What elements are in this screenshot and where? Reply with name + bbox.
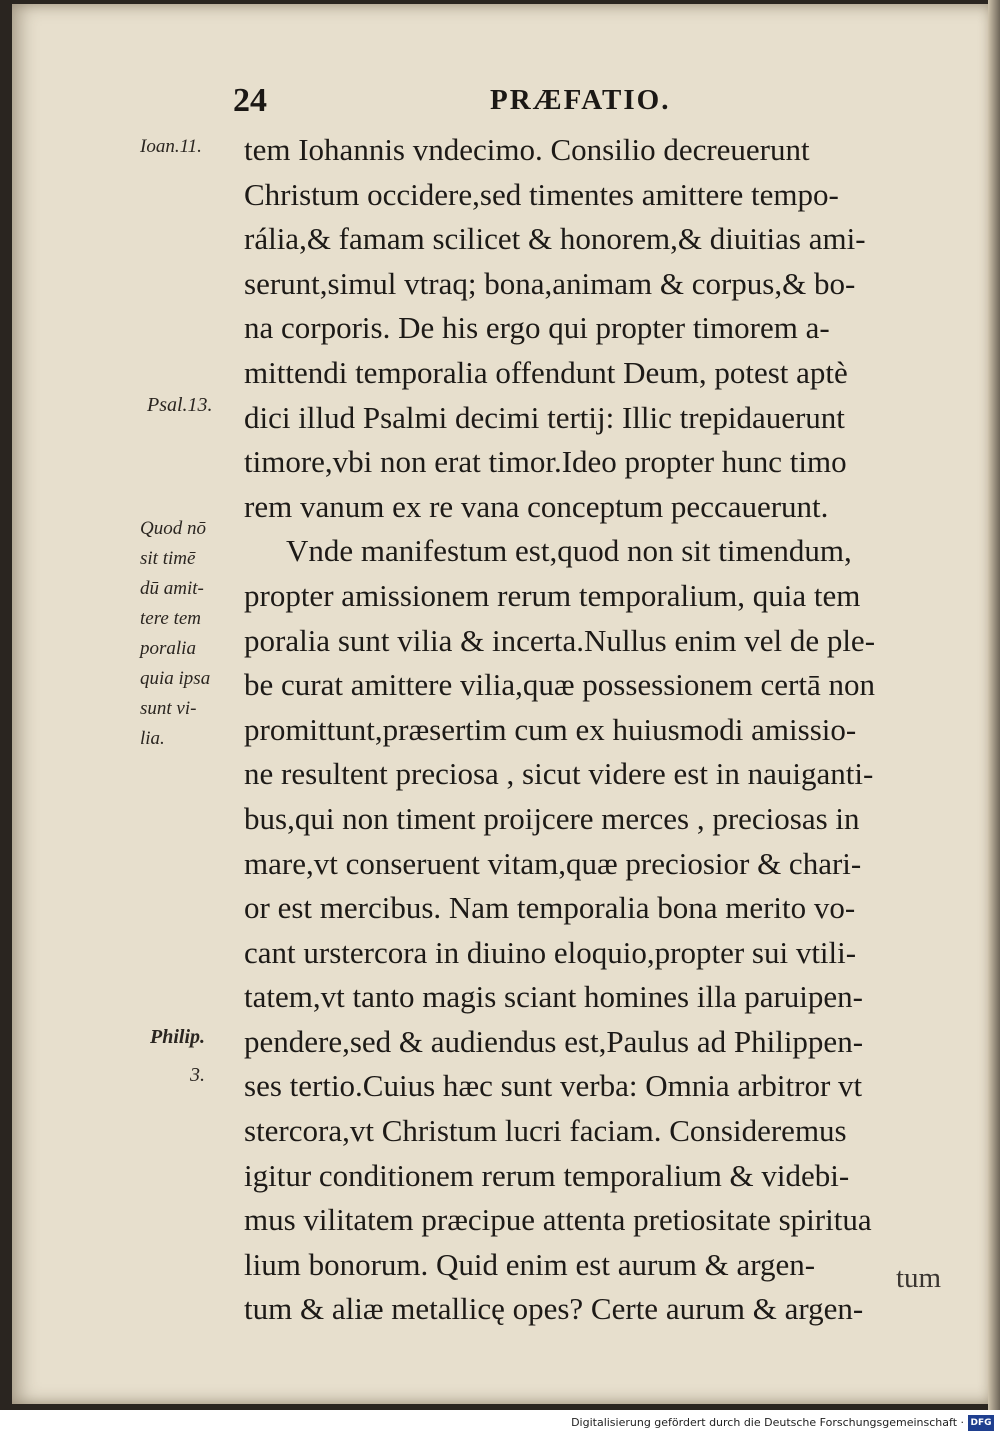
text-line: rem vanum ex re vana conceptum peccauerunt. [244,488,829,524]
text-line: rália,& famam scilicet & honorem,& diuitias ami- [244,221,866,257]
margin-note-quod [140,514,248,754]
text-line: mittendi temporalia offendunt Deum, potest aptè [244,354,848,390]
margin-note-philip: Philip. [150,1026,206,1048]
text-line: be curat amittere vilia,quæ possessionem certā non [244,667,876,703]
text-line: poralia sunt vilia & incerta.Nullus enim vel de ple- [244,622,876,658]
text-line: pendere,sed & audiendus est,Paulus ad Philippen- [244,1023,864,1059]
page-number: 24 [233,82,267,119]
margin-note-line: sit timē [140,548,196,569]
text-line: tem Iohannis vndecimo. Consilio decreuerunt [244,132,810,167]
running-title: PRÆFATIO. [490,84,671,116]
text-line: igitur conditionem rerum temporalium & videbi- [244,1157,850,1193]
text-line: lium bonorum. Quid enim est aurum & argen- [244,1246,816,1282]
text-line: ses tertio.Cuius hæc sunt verba: Omnia arbitror vt [244,1068,863,1104]
text-line: propter amissionem rerum temporalium, quia tem [244,577,861,613]
text-line: cant urstercora in diuino eloquio,propter sui vtili- [244,934,857,970]
margin-note-ioan: Ioan.11. [140,136,202,157]
catchword: tum [896,1262,942,1294]
text-line: Vnde manifestum est,quod non sit timendum, [286,533,852,569]
text-line: stercora,vt Christum lucri faciam. Consideremus [244,1113,847,1149]
margin-note-line: lia. [140,728,165,749]
text-line: Christum occidere,sed timentes amittere tempo- [244,176,839,212]
margin-note-line: poralia [140,638,196,659]
text-line: tum & aliæ metallicę opes? Certe aurum & argen- [244,1291,864,1327]
funding-credit: Digitalisierung gefördert durch die Deutsche Forschungsgemeinschaft · [571,1416,964,1429]
margin-note-line: sunt vi- [140,698,197,719]
margin-note-line: Quod nō [140,518,206,539]
text-line: na corporis. De his ergo qui propter timorem a- [244,310,830,346]
text-line: ne resultent preciosa , sicut videre est in nauiganti- [244,756,874,792]
page-edge [988,0,1000,1410]
text-line: or est mercibus. Nam temporalia bona merito vo- [244,890,856,926]
text-line: mus vilitatem præcipue attenta pretiositate spiritua [244,1202,872,1238]
text-line: timore,vbi non erat timor.Ideo propter hunc timo [244,444,847,480]
dfg-logo-icon: DFG [968,1415,994,1431]
text-line: serunt,simul vtraq; bona,animam & corpus,& bo- [244,265,856,301]
margin-note-psal: Psal.13. [147,394,213,416]
text-line: bus,qui non timent proijcere merces , preciosas in [244,800,860,836]
text-line: mare,vt conseruent vitam,quæ preciosior & chari- [244,845,862,881]
body-text [244,128,969,1332]
text-line: tatem,vt tanto magis sciant homines illa paruipen- [244,979,863,1015]
margin-note-line: dū amit- [140,578,204,599]
margin-note-philip-number: 3. [190,1064,205,1086]
page-header [0,82,1000,132]
margin-note-line: quia ipsa [140,668,211,689]
margin-note-line: tere tem [140,608,202,629]
text-line: promittunt,præsertim cum ex huiusmodi amissio- [244,711,857,747]
footer-bar [0,1410,1000,1438]
text-line: dici illud Psalmi decimi tertij: Illic trepidauerunt [244,399,845,435]
